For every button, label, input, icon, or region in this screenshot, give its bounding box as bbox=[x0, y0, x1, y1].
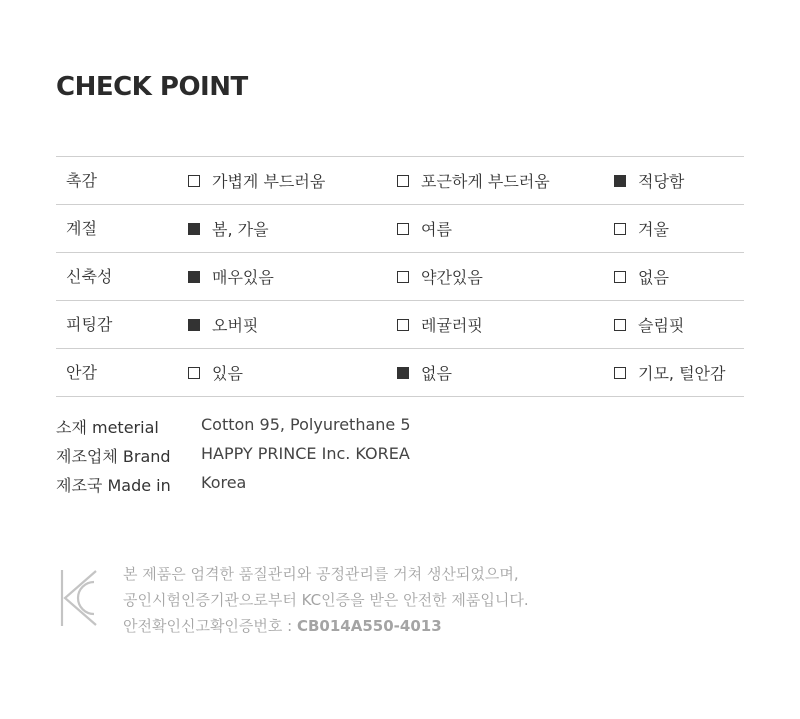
checkbox-icon bbox=[188, 367, 200, 379]
check-option bbox=[188, 349, 243, 396]
option-label: 약간있음 bbox=[421, 268, 483, 287]
checkbox-icon bbox=[614, 319, 626, 331]
checkbox-icon bbox=[614, 271, 626, 283]
check-option bbox=[397, 349, 452, 396]
option-label: 적당함 bbox=[638, 172, 685, 191]
check-row bbox=[56, 205, 744, 253]
option-label: 가볍게 부드러움 bbox=[212, 172, 326, 191]
option-label: 기모, 털안감 bbox=[638, 364, 726, 383]
check-row bbox=[56, 157, 744, 205]
kc-mark-icon bbox=[60, 568, 100, 628]
option-label: 여름 bbox=[421, 220, 452, 239]
option-label: 레귤러핏 bbox=[421, 316, 483, 335]
option-label: 슬림핏 bbox=[638, 316, 685, 335]
option-label: 포근하게 부드러움 bbox=[421, 172, 550, 191]
row-label: 계절 bbox=[66, 219, 97, 238]
check-option bbox=[614, 253, 669, 300]
info-key: 제조업체 Brand bbox=[56, 447, 171, 466]
option-label: 오버핏 bbox=[212, 316, 259, 335]
checkbox-icon bbox=[397, 319, 409, 331]
option-label: 매우있음 bbox=[212, 268, 274, 287]
kc-certification-notice bbox=[123, 561, 529, 639]
checkbox-icon bbox=[188, 223, 200, 235]
checkbox-icon bbox=[397, 223, 409, 235]
info-row-made-in bbox=[56, 473, 411, 502]
checkbox-icon bbox=[614, 367, 626, 379]
info-key: 제조국 Made in bbox=[56, 476, 171, 495]
row-label: 신축성 bbox=[66, 267, 113, 286]
check-point-table bbox=[56, 156, 744, 397]
notice-line: 본 제품은 엄격한 품질관리와 공정관리를 거쳐 생산되었으며, bbox=[123, 565, 519, 583]
check-option bbox=[614, 349, 725, 396]
check-option bbox=[188, 301, 258, 348]
check-option bbox=[397, 157, 550, 204]
check-option bbox=[614, 205, 669, 252]
notice-line bbox=[123, 613, 529, 639]
option-label: 없음 bbox=[421, 364, 452, 383]
option-label: 봄, 가을 bbox=[212, 220, 269, 239]
checkbox-icon bbox=[397, 271, 409, 283]
info-row-brand bbox=[56, 444, 411, 473]
check-row bbox=[56, 349, 744, 397]
cert-number: CB014A550-4013 bbox=[296, 617, 442, 635]
page-title: CHECK POINT bbox=[56, 72, 248, 102]
option-label: 있음 bbox=[212, 364, 243, 383]
check-row bbox=[56, 253, 744, 301]
info-key: 소재 meterial bbox=[56, 418, 159, 437]
checkbox-icon bbox=[188, 271, 200, 283]
checkbox-icon bbox=[614, 223, 626, 235]
notice-line: 공인시험인증기관으로부터 KC인증을 받은 안전한 제품입니다. bbox=[123, 591, 529, 609]
check-option bbox=[397, 253, 483, 300]
info-value: HAPPY PRINCE Inc. KOREA bbox=[201, 444, 410, 463]
row-label: 피팅감 bbox=[66, 315, 113, 334]
check-option bbox=[188, 157, 325, 204]
check-option bbox=[188, 205, 269, 252]
product-info bbox=[56, 415, 411, 502]
checkbox-icon bbox=[397, 367, 409, 379]
info-value: Cotton 95, Polyurethane 5 bbox=[201, 415, 411, 434]
info-row-material bbox=[56, 415, 411, 444]
check-row bbox=[56, 301, 744, 349]
checkbox-icon bbox=[397, 175, 409, 187]
check-option bbox=[614, 301, 684, 348]
info-value: Korea bbox=[201, 473, 247, 492]
row-label: 촉감 bbox=[66, 171, 97, 190]
check-option bbox=[397, 301, 483, 348]
checkbox-icon bbox=[614, 175, 626, 187]
check-option bbox=[397, 205, 452, 252]
checkbox-icon bbox=[188, 175, 200, 187]
row-label: 안감 bbox=[66, 363, 97, 382]
cert-label: 안전확인신고확인증번호 : bbox=[123, 617, 297, 635]
checkbox-icon bbox=[188, 319, 200, 331]
check-option bbox=[614, 157, 684, 204]
option-label: 겨울 bbox=[638, 220, 669, 239]
check-option bbox=[188, 253, 274, 300]
option-label: 없음 bbox=[638, 268, 669, 287]
